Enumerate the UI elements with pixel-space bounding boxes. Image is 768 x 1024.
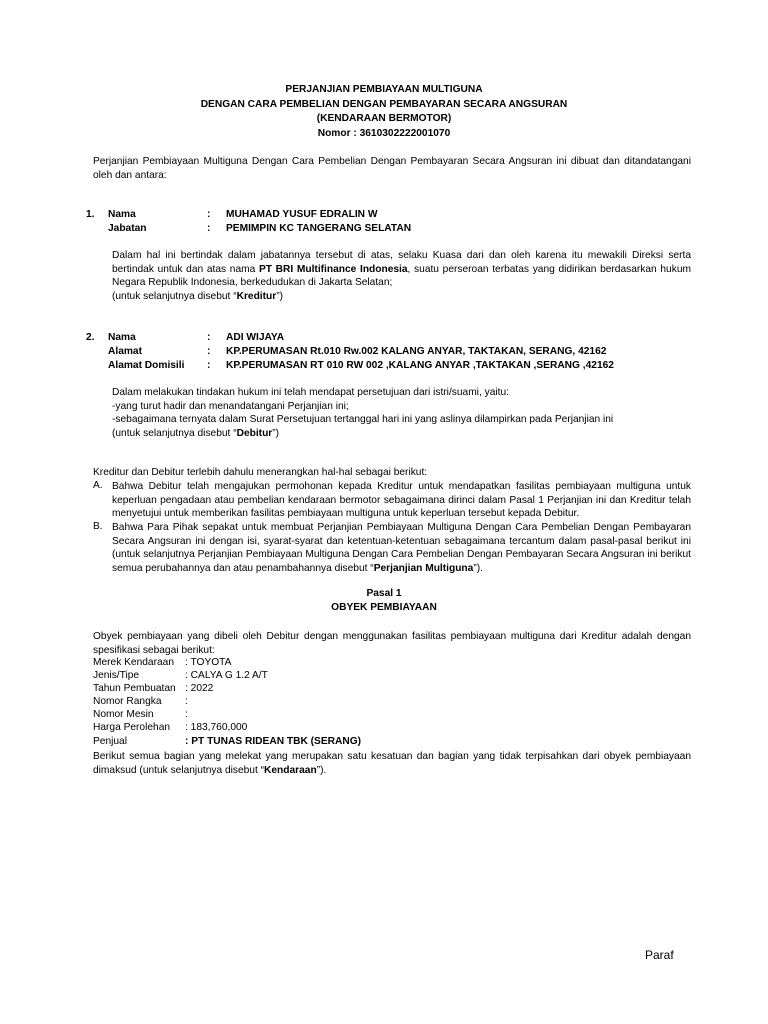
kreditur-company-name: PT BRI Multifinance Indonesia bbox=[258, 263, 408, 275]
party1-desc-post: , suatu perseroan terbatas yang didirikan berdasarkan hukum Negara Republik Indonesia, berkedudukan di Jakarta Selatan; bbox=[112, 263, 691, 288]
party2-reference bbox=[112, 427, 691, 441]
kreditur-label: Kreditur bbox=[236, 291, 277, 302]
party2-domicile-row bbox=[0, 359, 768, 373]
party2-address-colon: : bbox=[207, 346, 211, 357]
party1-name-colon: : bbox=[207, 209, 211, 220]
pasal1-intro: Obyek pembiayaan yang dibeli oleh Debitur dengan menggunakan fasilitas pembiayaan multiguna dari Kreditur adalah dengan spesifikasi sebagai berikut: bbox=[93, 631, 691, 656]
party1-title-value: PEMIMPIN KC TANGERANG SELATAN bbox=[226, 223, 412, 234]
perjanjian-multiguna-label: Perjanjian Multiguna bbox=[373, 562, 474, 574]
pasal1-closing-pre: Berikut semua bagian yang melekat yang merupakan satu kesatuan dan bagian yang tidak terpisahkan dari obyek pembiayaan dimaksud (untuk selanjutnya disebut “ bbox=[93, 751, 691, 776]
party1-title-label: Jabatan bbox=[108, 223, 147, 234]
pasal1-subtitle: OBYEK PEMBIAYAAN bbox=[331, 602, 437, 613]
recitals-intro: Kreditur dan Debitur terlebih dahulu menerangkan hal-hal sebagai berikut: bbox=[93, 467, 428, 478]
spec-value: : bbox=[185, 709, 188, 720]
paraf-label: Paraf bbox=[645, 948, 674, 962]
recital-b-text bbox=[112, 521, 691, 575]
party1-title-row bbox=[0, 222, 768, 236]
recital-a-marker: A. bbox=[93, 480, 103, 491]
party1-description bbox=[112, 249, 691, 290]
spec-row bbox=[93, 670, 493, 683]
title-line-1: PERJANJIAN PEMBIAYAAN MULTIGUNA bbox=[285, 84, 483, 95]
spec-row bbox=[93, 683, 493, 696]
party1-name-label: Nama bbox=[108, 209, 136, 220]
document-header bbox=[0, 83, 768, 141]
debitur-label: Debitur bbox=[236, 427, 273, 439]
party2-domicile-value: KP.PERUMASAN RT 010 RW 002 ,KALANG ANYAR ,TAKTAKAN ,SERANG ,42162 bbox=[226, 360, 614, 371]
spec-row bbox=[93, 657, 493, 670]
spec-value: : PT TUNAS RIDEAN TBK (SERANG) bbox=[185, 736, 362, 747]
party2-domicile-label: Alamat Domisili bbox=[108, 360, 185, 371]
party2-name-label: Nama bbox=[108, 332, 136, 343]
recital-b-text-pre: Bahwa Para Pihak sepakat untuk membuat Perjanjian Pembiayaan Multiguna Dengan Cara Pembelian Dengan Pembayaran Secara Angsuran ini dengan isi, syarat-syarat dan ketentuan-ketentuan sebagaimana tercantum dalam pasal-pasal berikut ini (untuk selanjutnya Perjanjian Pembiayaan Multiguna Dengan Cara Pembelian Dengan Pembayaran Secara Angsuran ini berikut semua perubahannya dan atau penambahannya disebut “ bbox=[112, 522, 691, 574]
spec-value: : 183,760,000 bbox=[185, 722, 248, 733]
pasal1-closing-post: ”). bbox=[316, 764, 327, 776]
party2-name-row bbox=[0, 331, 768, 345]
spec-label: Nomor Mesin bbox=[93, 709, 154, 720]
party2-address-label: Alamat bbox=[108, 346, 142, 357]
party2-address-row bbox=[0, 345, 768, 359]
party2-address-value: KP.PERUMASAN Rt.010 Rw.002 KALANG ANYAR, TAKTAKAN, SERANG, 42162 bbox=[226, 346, 607, 357]
spec-label: Merek Kendaraan bbox=[93, 657, 174, 668]
party2-desc-line-2: -yang turut hadir dan menandatangani Perjanjian ini; bbox=[112, 400, 349, 412]
spec-value: : TOYOTA bbox=[185, 657, 232, 668]
party1-desc-pre: Dalam hal ini bertindak dalam jabatannya tersebut di atas, selaku Kuasa dari dan oleh karena itu mewakili Direksi serta bertindak untuk dan atas nama bbox=[112, 250, 691, 275]
party1-number: 1. bbox=[86, 209, 95, 220]
party1-ref-post: ”) bbox=[276, 291, 284, 302]
pasal1-closing bbox=[93, 750, 691, 777]
party2-ref-pre: (untuk selanjutnya disebut “ bbox=[112, 427, 237, 439]
party2-desc-line-1: Dalam melakukan tindakan hukum ini telah mendapat persetujuan dari istri/suami, yaitu: bbox=[112, 387, 509, 398]
spec-row bbox=[93, 722, 493, 735]
party2-description bbox=[112, 386, 691, 440]
title-line-2: DENGAN CARA PEMBELIAN DENGAN PEMBAYARAN SECARA ANGSURAN bbox=[200, 98, 568, 110]
party1-name-value: MUHAMAD YUSUF EDRALIN W bbox=[226, 209, 378, 220]
spec-label: Nomor Rangka bbox=[93, 696, 162, 707]
spec-value: : 2022 bbox=[185, 683, 214, 694]
party2-ref-post: ”) bbox=[272, 427, 280, 439]
spec-row bbox=[93, 709, 493, 722]
pasal1-title: Pasal 1 bbox=[366, 588, 402, 599]
party2-number: 2. bbox=[86, 332, 95, 343]
spec-value: : CALYA G 1.2 A/T bbox=[185, 670, 268, 681]
party2-name-colon: : bbox=[207, 332, 211, 343]
intro-paragraph: Perjanjian Pembiayaan Multiguna Dengan Cara Pembelian Dengan Pembayaran Secara Angsuran ini dibuat dan ditandatangani oleh dan antara: bbox=[93, 156, 691, 181]
recital-b-text-post: ”). bbox=[473, 562, 483, 574]
spec-label: Tahun Pembuatan bbox=[93, 683, 176, 694]
spec-value: : bbox=[185, 696, 188, 707]
party1-ref-pre: (untuk selanjutnya disebut “ bbox=[112, 291, 237, 302]
spec-row bbox=[93, 736, 493, 749]
party2-name-value: ADI WIJAYA bbox=[226, 332, 285, 343]
spec-row bbox=[93, 696, 493, 709]
party2-desc-line-3: -sebagaimana ternyata dalam Surat Persetujuan tertanggal hari ini yang aslinya dilampirkan pada Perjanjian ini bbox=[112, 414, 614, 425]
spec-label: Penjual bbox=[93, 736, 127, 747]
kendaraan-label: Kendaraan bbox=[264, 764, 317, 776]
party2-domicile-colon: : bbox=[207, 360, 211, 371]
document-number: Nomor : 3610302222001070 bbox=[317, 127, 451, 139]
recital-a-text: Bahwa Debitur telah mengajukan permohonan kepada Kreditur untuk mendapatkan fasilitas pembiayaan multiguna untuk keperluan pengadaan atau pembelian kendaraan bermotor sebagaimana dirinci dalam Pasal 1 Perjanjian ini dan Kreditur telah menyetujui untuk memberikan fasilitas pembiayaan multiguna untuk keperluan tersebut kepada Debitur. bbox=[112, 481, 691, 519]
spec-label: Jenis/Tipe bbox=[93, 670, 140, 681]
title-line-3: (KENDARAAN BERMOTOR) bbox=[316, 113, 452, 124]
party1-reference bbox=[112, 290, 691, 304]
spec-label: Harga Perolehan bbox=[93, 722, 171, 733]
party1-name-row bbox=[0, 208, 768, 222]
recital-b-marker: B. bbox=[93, 521, 103, 532]
party1-title-colon: : bbox=[207, 223, 211, 234]
